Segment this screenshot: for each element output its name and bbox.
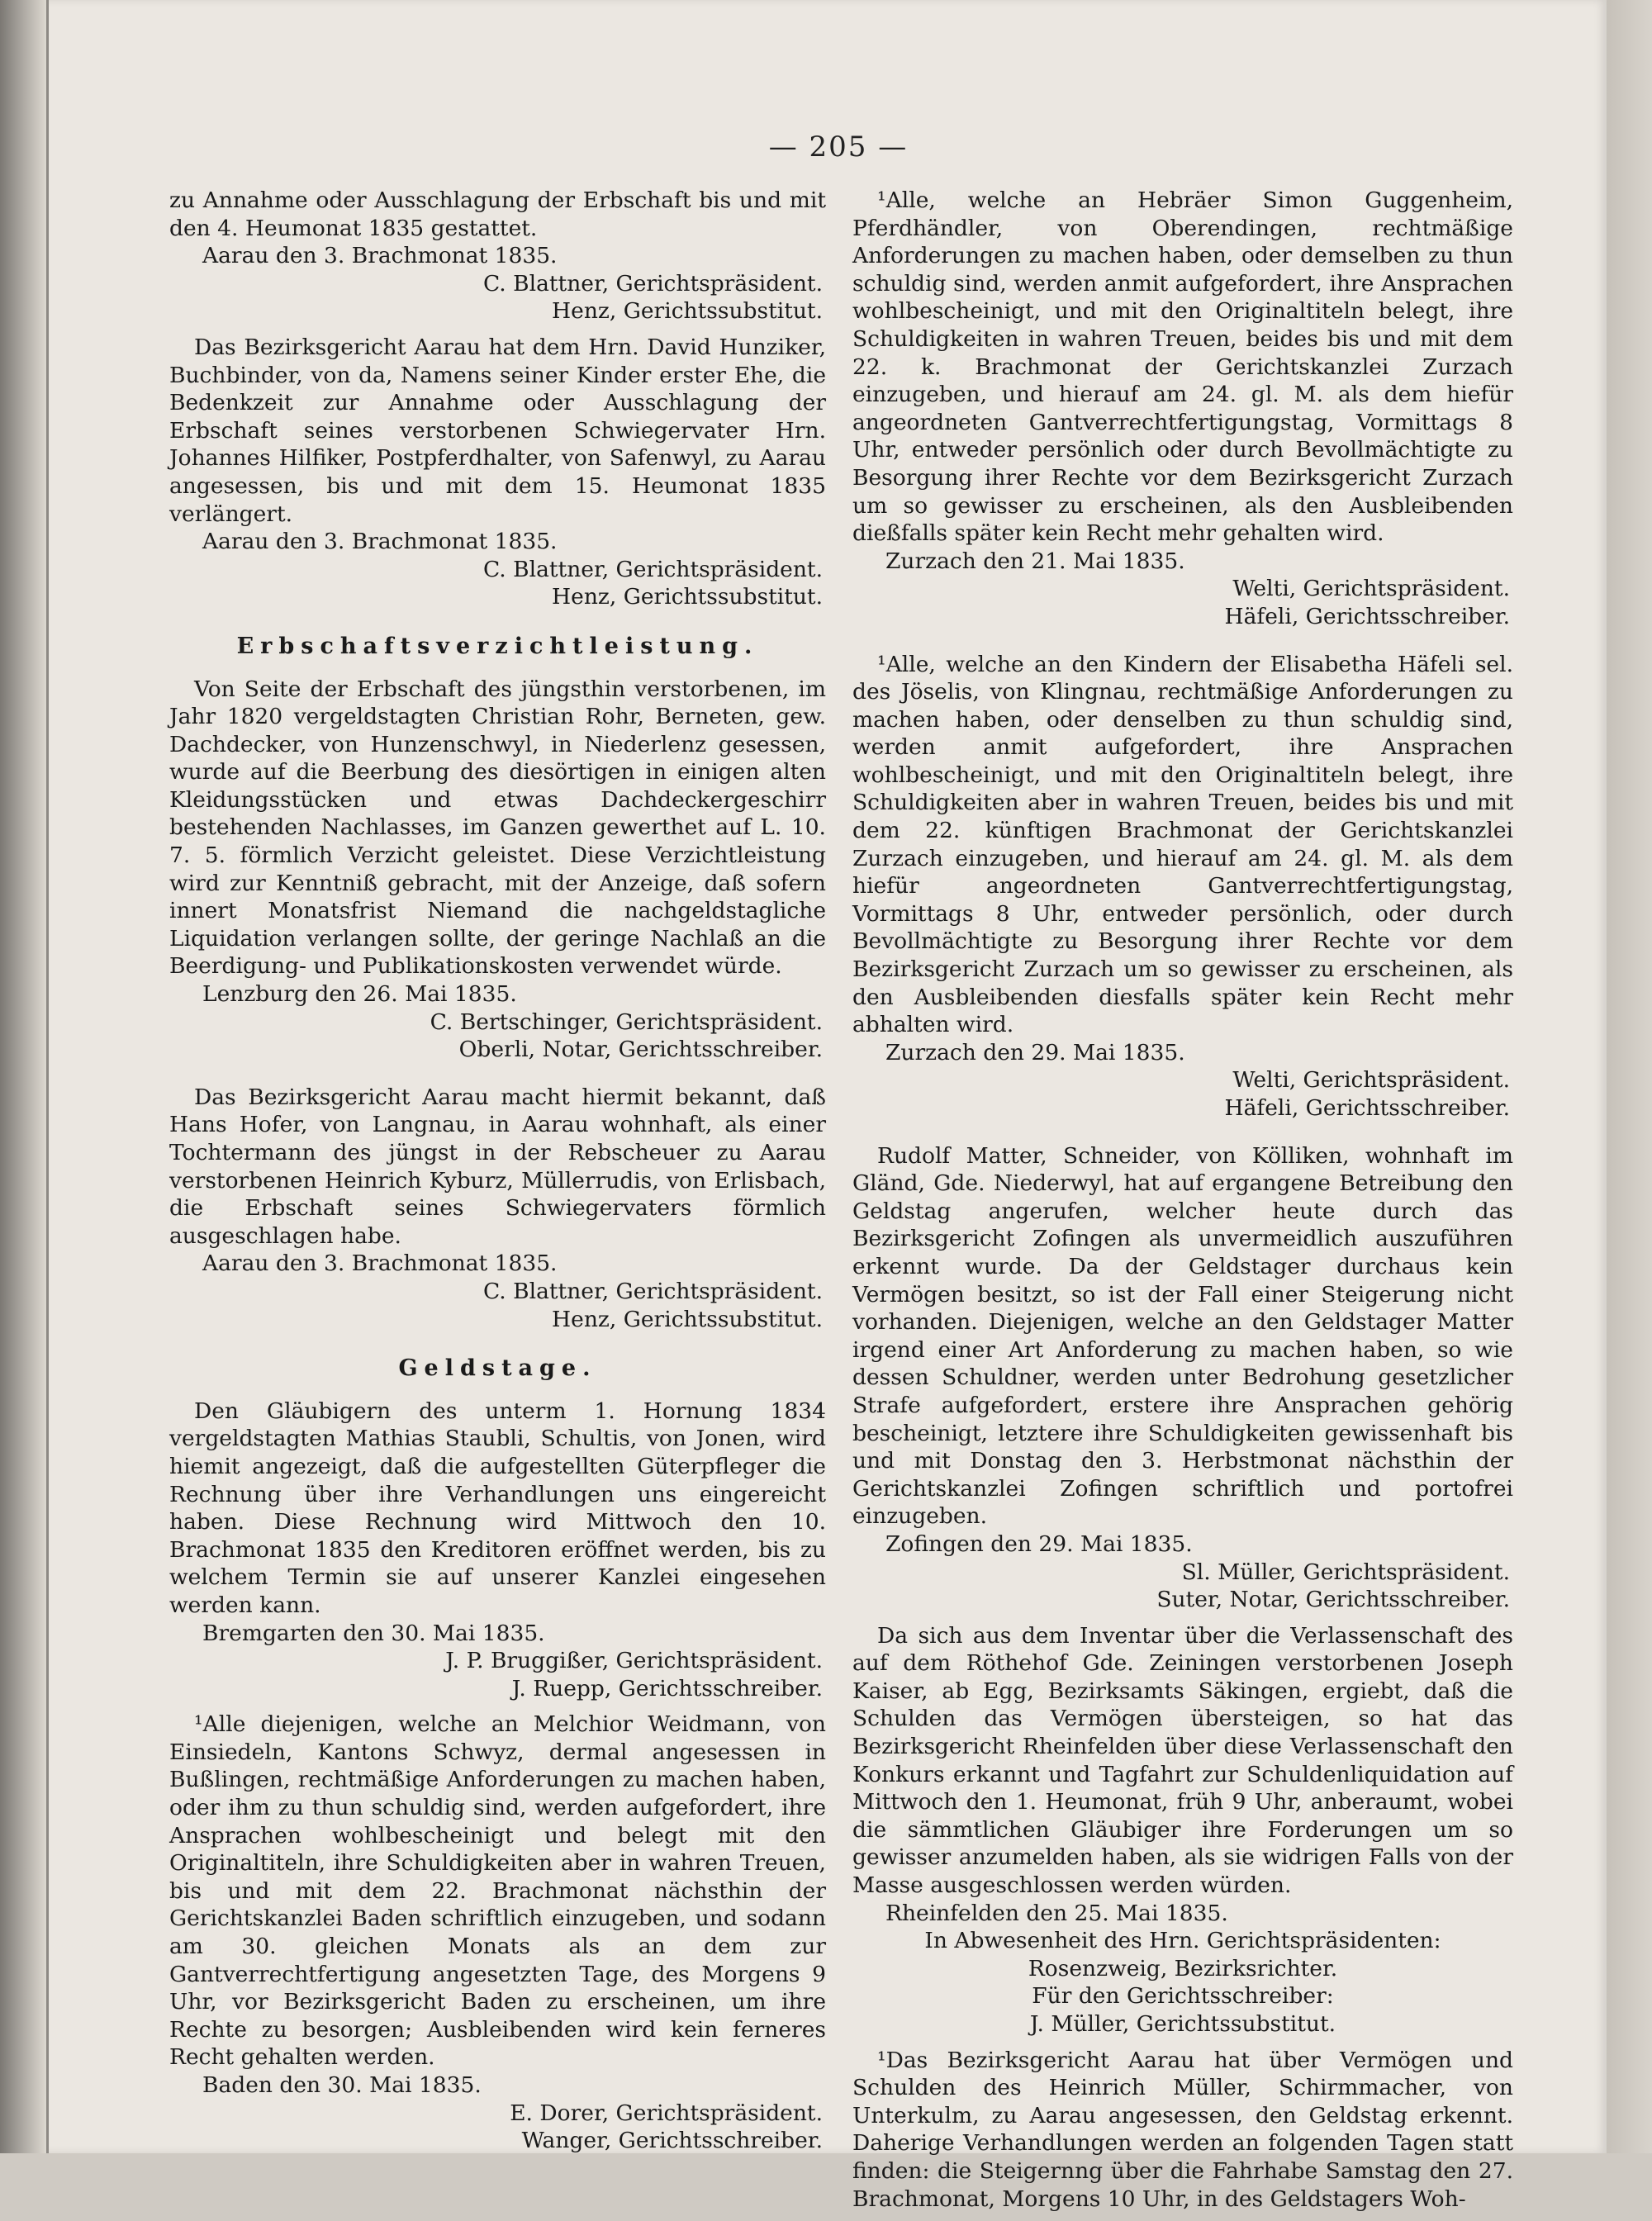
notice-dateline: Aarau den 3. Brachmonat 1835. <box>202 243 558 269</box>
notice-dateline: Zofingen den 29. Mai 1835. <box>885 1530 1193 1557</box>
notice-signature: Oberli, Notar, Gerichtsschreiber. <box>458 1037 823 1063</box>
notice-text: Den Gläubigern des unterm 1. Hornung 1834 vergeldstagten Mathias Staubli, Schultis, von Jonen, wird hiemit angezeigt, daß die aufgestellten Güterpfleger die Rechnung über ihre Verhandlungen uns eingereicht haben. Diese Rechnung wird Mittwoch den 10. Brachmonat 1835 den Kreditoren eröffnet werden, bis zu welchem Termin sie auf unserer Kanzlei eingesehen werden kann. <box>169 1398 826 1618</box>
notice-text: ¹Alle diejenigen, welche an Melchior Weidmann, von Einsiedeln, Kantons Schwyz, dermal angesessen in Bußlingen, rechtmäßige Anforderungen zu machen haben, oder ihm zu thun schuldig sind, werden aufgefordert, ihre Ansprachen wohlbescheinigt und belegt mit den Originaltiteln, ihre Schuldigkeiten aber in wahren Treuen, bis und mit dem 22. Brachmonat nächsthin der Gerichtskanzlei Baden schriftlich einzugeben, und sodann am 30. gleichen Monats als an dem zur Gantverrechtfertigung angesetzten Tage, des Morgens 9 Uhr, vor Bezirksgericht Baden zu erscheinen, um ihre Rechte zu besorgen; Ausbleibenden wird kein ferneres Recht gehalten werden. <box>169 1711 826 2071</box>
notice-signature: Henz, Gerichtssubstitut. <box>552 298 823 325</box>
notice-dateline: Bremgarten den 30. Mai 1835. <box>202 1620 545 1646</box>
notice-signature: In Abwesenheit des Hrn. Gerichtspräsidenten: <box>924 1928 1441 1954</box>
notice-signature: E. Dorer, Gerichtspräsident. <box>510 2100 823 2126</box>
notice-extension-1 <box>169 187 826 325</box>
notice-text: Von Seite der Erbschaft des jüngsthin verstorbenen, im Jahr 1820 vergeldstagten Christian Rohr, Berneten, gew. Dachdecker, von Hunzenschwyl, in Niederlenz gesessen, wurde auf die Beerbung des diesörtigen in einigen alten Kleidungsstücken und etwas Dachdeckergeschirr bestehenden Nachlasses, im Ganzen gewerthet auf L. 10. 7. 5. förmlich Verzicht geleistet. Diese Verzichtleistung wird zur Kenntniß gebracht, mit der Anzeige, daß sofern innert Monatsfrist Niemand die nachgeldstagliche Liquidation verlangen sollte, der geringe Nachlaß an die Beerdigung- und Publikationskosten verwendet würde. <box>169 676 826 980</box>
notice-text: Das Bezirksgericht Aarau hat dem Hrn. David Hunziker, Buchbinder, von da, Namens seiner Kinder erster Ehe, die Bedenkzeit zur Annahme oder Ausschlagung der Erbschaft seines verstorbenen Schwiegervater Hrn. Johannes Hilfiker, Postpferdhalter, von Safenwyl, zu Aarau angesessen, bis und mit dem 15. Heumonat 1835 verlängert. <box>169 334 826 527</box>
notice-creditors-staubli <box>169 1398 826 1703</box>
notice-signature: Welti, Gerichtspräsident. <box>1232 1067 1510 1094</box>
notice-signature: Sl. Müller, Gerichtspräsident. <box>1181 1559 1510 1585</box>
notice-signature: Häfeli, Gerichtsschreiber. <box>1224 603 1510 629</box>
notice-signature: J. Ruepp, Gerichtsschreiber. <box>511 1675 823 1701</box>
notice-text: Da sich aus dem Inventar über die Verlassenschaft des auf dem Röthehof Gde. Zeiningen verstorbenen Joseph Kaiser, ab Egg, Bezirksamts Säkingen, ergiebt, daß die Schulden das Vermögen übersteigen, so hat das Bezirksgericht Rheinfelden über diese Verlassenschaft den Konkurs erkannt und Tagfahrt zur Schuldenliquidation auf Mittwoch den 1. Heumonat, früh 9 Uhr, anberaumt, wobei die sämmtlichen Gläubiger ihre Forderungen um so gewisser anzumelden haben, als sie widrigen Falls von der Masse ausgeschlossen werden würden. <box>852 1622 1513 1899</box>
notice-dateline: Zurzach den 21. Mai 1835. <box>885 548 1185 574</box>
notice-signature: Henz, Gerichtssubstitut. <box>552 1306 823 1332</box>
notice-text: ¹Alle, welche an Hebräer Simon Guggenheim, Pferdhändler, von Oberendingen, rechtmäßige Anforderungen zu machen haben, oder demselben zu thun schuldig sind, werden anmit aufgefordert, ihre Ansprachen wohlbescheinigt, und mit den Originaltiteln belegt, ihre Schuldigkeiten in wahren Treuen, beides bis und mit dem 22. k. Brachmonat der Gerichtskanzlei Zurzach einzugeben, und hierauf am 24. gl. M. als dem hiefür angeordneten Gantverrechtfertigungstag, Vormittags 8 Uhr, entweder persönlich oder durch Bevollmächtigte zu Besorgung ihrer Rechte vor dem Bezirksgericht Zurzach um so gewisser zu erscheinen, als den Ausbleibenden dießfalls später kein Recht mehr gehalten wird. <box>852 187 1513 547</box>
left-column <box>169 187 826 2163</box>
notice-signature: Häfeli, Gerichtsschreiber. <box>1224 1095 1510 1121</box>
notice-signature: C. Blattner, Gerichtspräsident. <box>482 1278 823 1304</box>
notice-inheritance-declined <box>169 1084 826 1333</box>
notice-text: ¹Alle, welche an den Kindern der Elisabetha Häfeli sel. des Jöselis, von Klingnau, rechtmäßige Anforderungen zu machen haben, oder denselben zu thun schuldig sind, werden anmit aufgefordert, ihre Ansprachen wohlbescheinigt, und mit den Originaltiteln belegt, ihre Schuldigkeiten aber in wahren Treuen, beides bis und mit dem 22. künftigen Brachmonat der Gerichtskanzlei Zurzach einzugeben, und hierauf am 24. gl. M. als dem hiefür angeordneten Gantverrechtfertigungstag, Vormittags 8 Uhr, entweder persönlich, oder durch Bevollmächtigte zu Besorgung ihrer Rechte vor dem Bezirksgericht Zurzach um so gewisser zu erscheinen, als den Ausbleibenden diesfalls später kein Recht mehr abhalten wird. <box>852 651 1513 1038</box>
notice-dateline: Baden den 30. Mai 1835. <box>202 2072 482 2098</box>
notice-matter <box>852 1142 1513 1614</box>
notice-signature: C. Blattner, Gerichtspräsident. <box>482 556 823 582</box>
binding-shadow <box>0 0 46 2153</box>
notice-renunciation <box>169 676 826 1064</box>
page-edge-line <box>46 0 49 2153</box>
notice-haefeli-children <box>852 651 1513 1122</box>
notice-creditors-weidmann <box>169 1711 826 2155</box>
notice-guggenheim <box>852 187 1513 631</box>
notice-mueller-geldstag <box>852 2047 1513 2214</box>
notice-signature: Suter, Notar, Gerichtsschreiber. <box>1156 1587 1510 1613</box>
notice-dateline: Lenzburg den 26. Mai 1835. <box>202 981 517 1008</box>
notice-text: Rudolf Matter, Schneider, von Kölliken, wohnhaft im Gländ, Gde. Niederwyl, hat auf ergangene Betreibung den Geldstag angerufen, welcher heute durch das Bezirksgericht Zofingen als unvermeidlich auszuführen erkennt wurde. Da der Geldstager durchaus kein Vermögen besitzt, so ist der Fall einer Steigerung nicht vorhanden. Diejenigen, welche an den Geldstager Matter irgend einer Art Anforderung zu machen haben, so wie dessen Schuldner, werden unter Bedrohung gesetzlicher Strafe aufgefordert, erstere ihre Ansprachen gehörig bescheinigt, letztere ihre Schuldigkeiten gewissenhaft bis und mit Donstag den 3. Herbstmonat nächsthin der Gerichtskanzlei Zofingen schriftlich und portofrei einzugeben. <box>852 1142 1513 1530</box>
notice-signature: Welti, Gerichtspräsident. <box>1232 576 1510 602</box>
page-margin-right <box>1607 0 1652 2153</box>
notice-dateline: Rheinfelden den 25. Mai 1835. <box>885 1900 1228 1926</box>
notice-signature: J. P. Bruggißer, Gerichtspräsident. <box>445 1648 823 1674</box>
notice-signature: Rosenzweig, Bezirksrichter. <box>1028 1955 1338 1981</box>
notice-signature: Für den Gerichtsschreiber: <box>1032 1983 1334 2010</box>
right-column <box>852 187 1513 2221</box>
notice-signature: C. Blattner, Gerichtspräsident. <box>482 270 823 297</box>
page-number: — 205 — <box>768 131 909 164</box>
section-heading-geldstage: Geldstage. <box>398 1355 597 1382</box>
notice-signature: Wanger, Gerichtsschreiber. <box>521 2128 823 2154</box>
notice-text: Das Bezirksgericht Aarau macht hiermit bekannt, daß Hans Hofer, von Langnau, in Aarau wohnhaft, als einer Tochtermann des jüngst in der Rebscheuer zu Aarau verstorbenen Heinrich Kyburz, Müllerrudis, von Erlisbach, die Erbschaft seines Schwiegervaters förmlich ausgeschlagen habe. <box>169 1084 826 1249</box>
notice-dateline: Aarau den 3. Brachmonat 1835. <box>202 529 558 555</box>
notice-signature: Henz, Gerichtssubstitut. <box>552 584 823 610</box>
notice-dateline: Zurzach den 29. Mai 1835. <box>885 1039 1185 1065</box>
notice-text: zu Annahme oder Ausschlagung der Erbschaft bis und mit den 4. Heumonat 1835 gestattet. <box>169 187 826 241</box>
notice-dateline: Aarau den 3. Brachmonat 1835. <box>202 1250 558 1277</box>
notice-kaiser <box>852 1622 1513 2038</box>
section-heading-erbschaftsverzicht: Erbschaftsverzichtleistung. <box>236 633 759 659</box>
notice-extension-2 <box>169 334 826 611</box>
notice-signature: C. Bertschinger, Gerichtspräsident. <box>430 1008 823 1035</box>
notice-text: ¹Das Bezirksgericht Aarau hat über Vermögen und Schulden des Heinrich Müller, Schirmmacher, von Unterkulm, zu Aarau angesessen, den Geldstag erkennt. Daherige Verhandlungen werden an folgenden Tagen statt finden: die Steigernng über die Fahrhabe Samstag den 27. Brachmonat, Morgens 10 Uhr, in des Geldstagers Woh- <box>852 2047 1513 2212</box>
notice-signature: J. Müller, Gerichtssubstitut. <box>1029 2011 1336 2037</box>
